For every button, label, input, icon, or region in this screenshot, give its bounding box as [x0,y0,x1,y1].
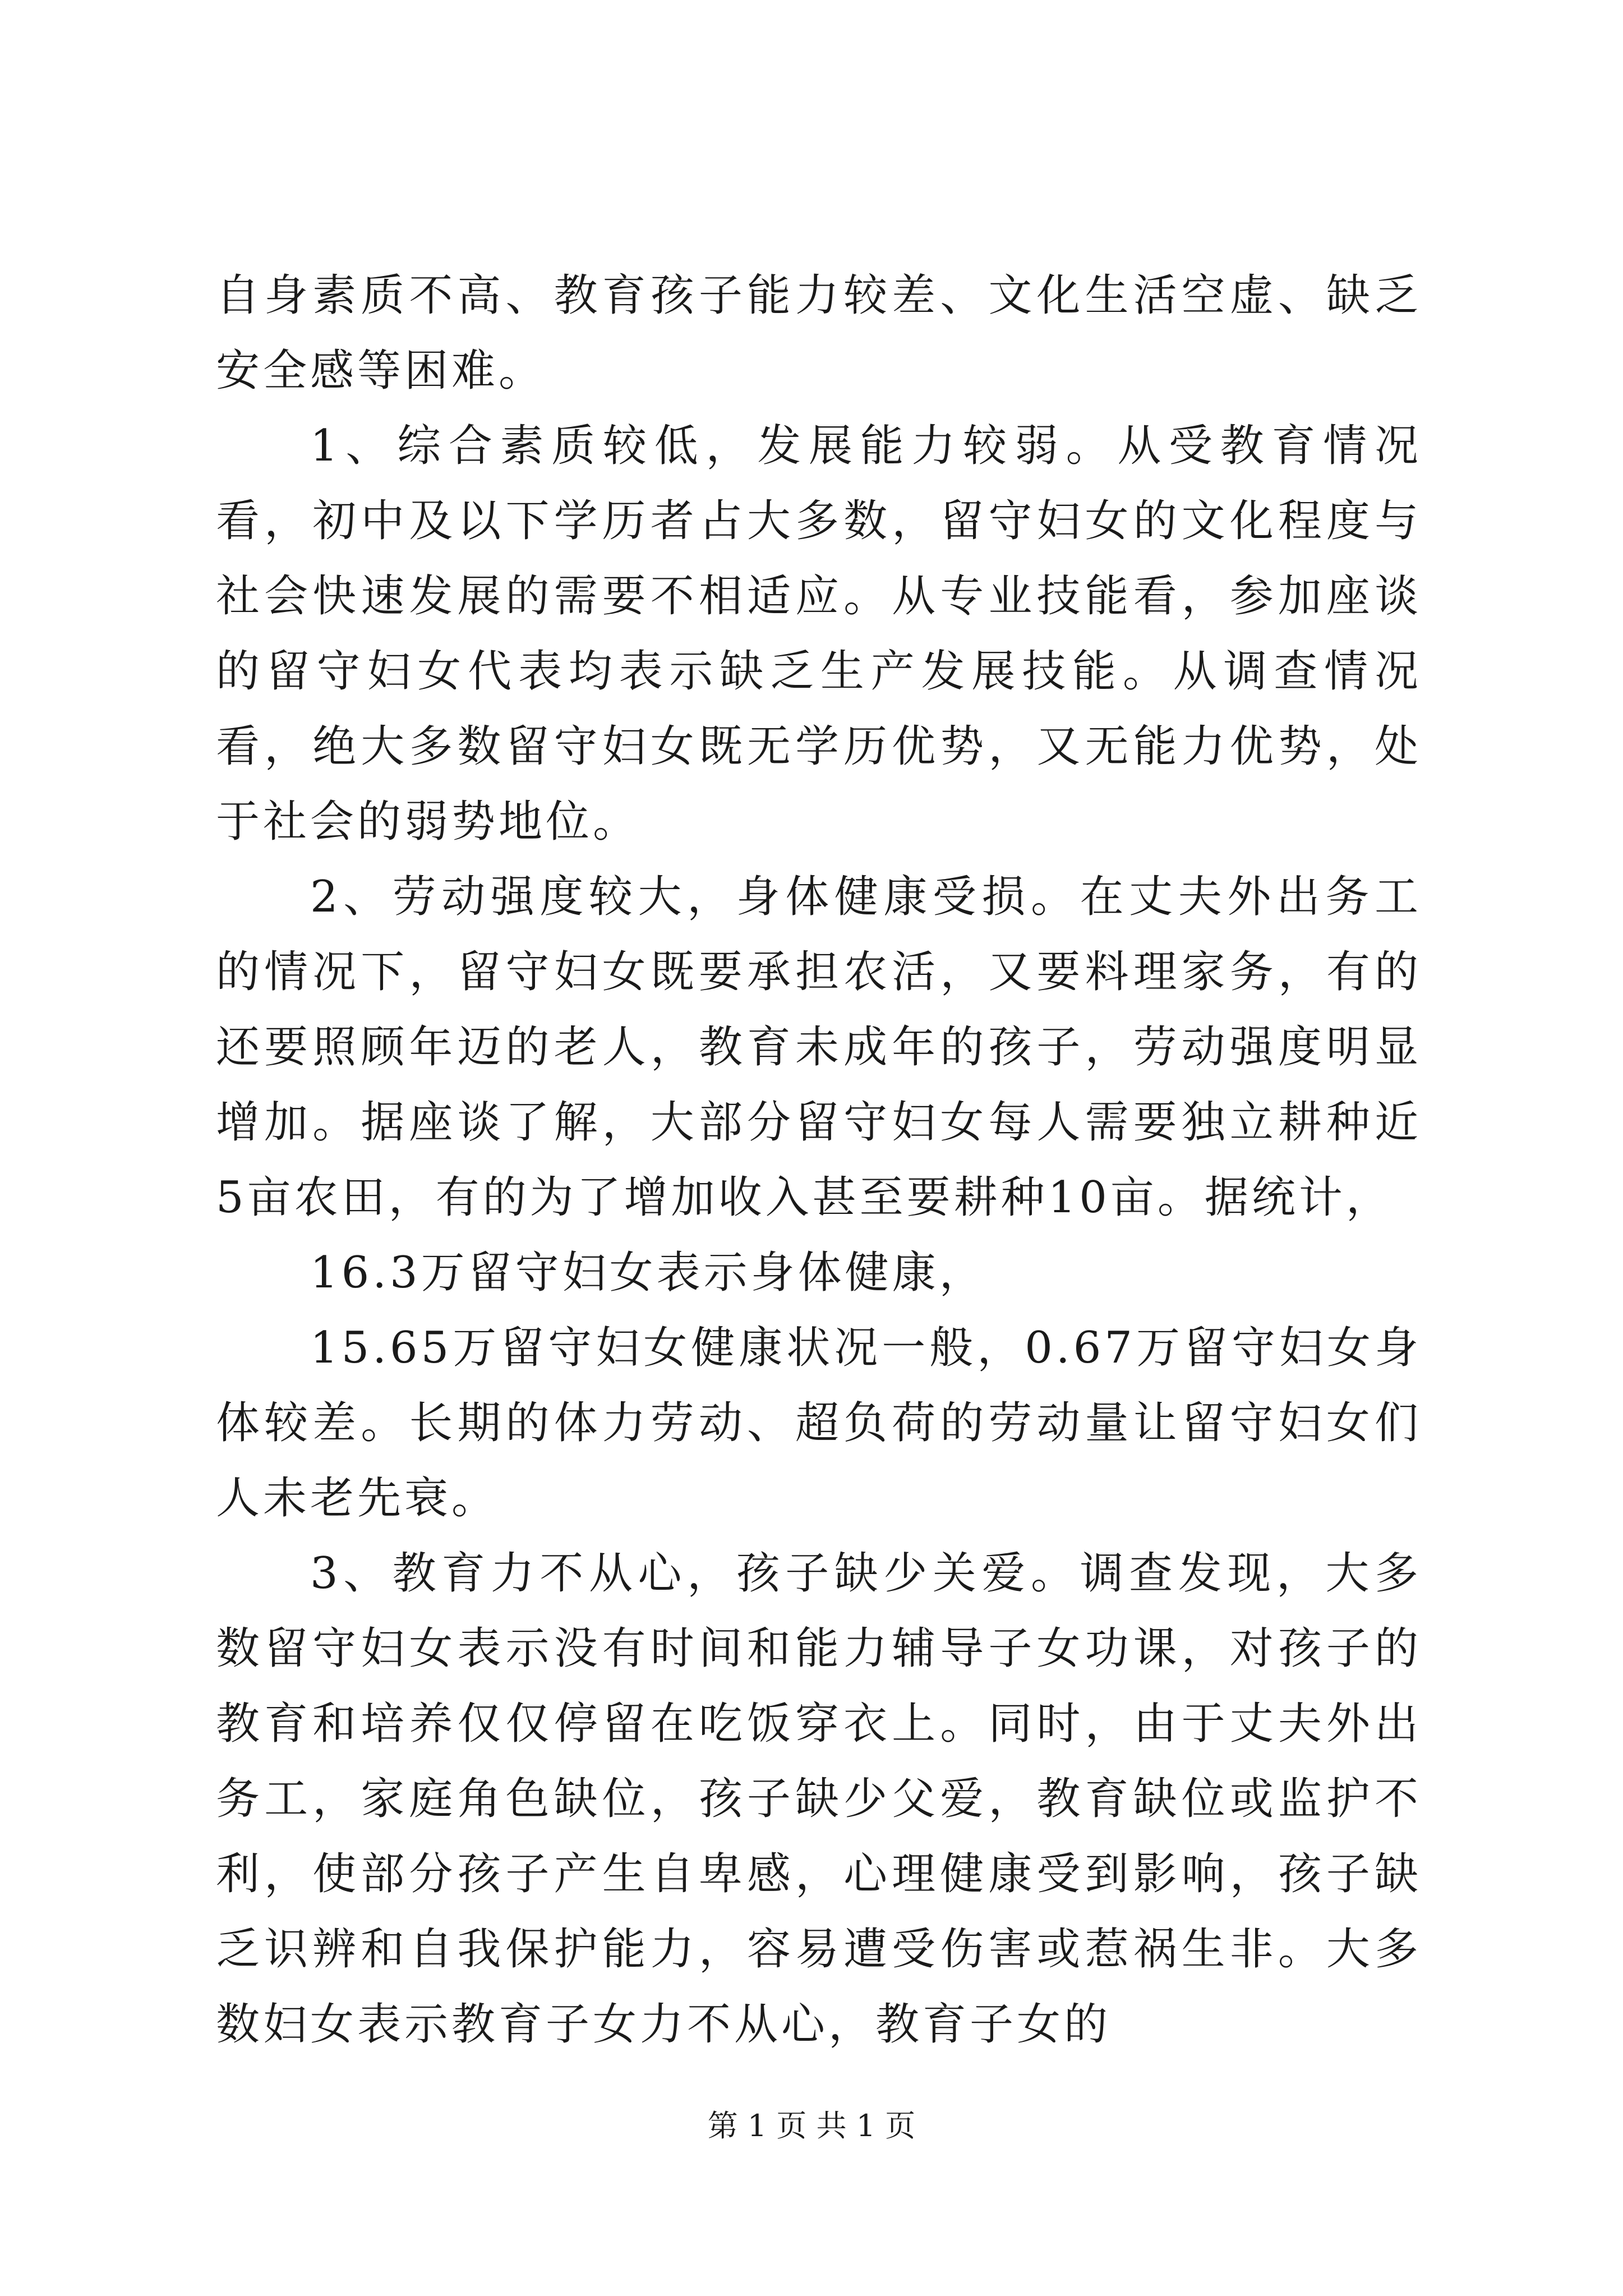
paragraph-item-2: 2、劳动强度较大，身体健康受损。在丈夫外出务工的情况下，留守妇女既要承担农活，又要料理家务，有的还要照顾年迈的老人，教育未成年的孩子，劳动强度明显增加。据座谈了解，大部分留守妇女每人需要独立耕种近5亩农田，有的为了增加收入甚至要耕种10亩。据统计， [216,872,1422,1223]
paragraph-intro: 自身素质不高、教育孩子能力较差、文化生活空虚、缺乏安全感等困难。 [216,270,1422,396]
page-footer: 第 1 页 共 1 页 [707,2108,916,2143]
paragraph-stat-healthy: 16.3万留守妇女表示身体健康， [310,1248,986,1298]
paragraph-stat-general: 15.65万留守妇女健康状况一般，0.67万留守妇女身体较差。长期的体力劳动、超负荷的劳动量让留守妇女们人未老先衰。 [216,1323,1422,1524]
paragraph-item-3: 3、教育力不从心，孩子缺少关爱。调查发现，大多数留守妇女表示没有时间和能力辅导子女功课，对孩子的教育和培养仅仅停留在吃饭穿衣上。同时，由于丈夫外出务工，家庭角色缺位，孩子缺少父爱，教育缺位或监护不利，使部分孩子产生自卑感，心理健康受到影响，孩子缺乏识辨和自我保护能力，容易遭受伤害或惹祸生非。大多数妇女表示教育子女力不从心，教育子女的 [216,1548,1422,2050]
paragraph-item-1: 1、综合素质较低，发展能力较弱。从受教育情况看，初中及以下学历者占大多数，留守妇女的文化程度与社会快速发展的需要不相适应。从专业技能看，参加座谈的留守妇女代表均表示缺乏生产发展技能。从调查情况看，绝大多数留守妇女既无学历优势，又无能力优势，处于社会的弱势地位。 [216,421,1422,847]
document-body [216,258,1422,2062]
